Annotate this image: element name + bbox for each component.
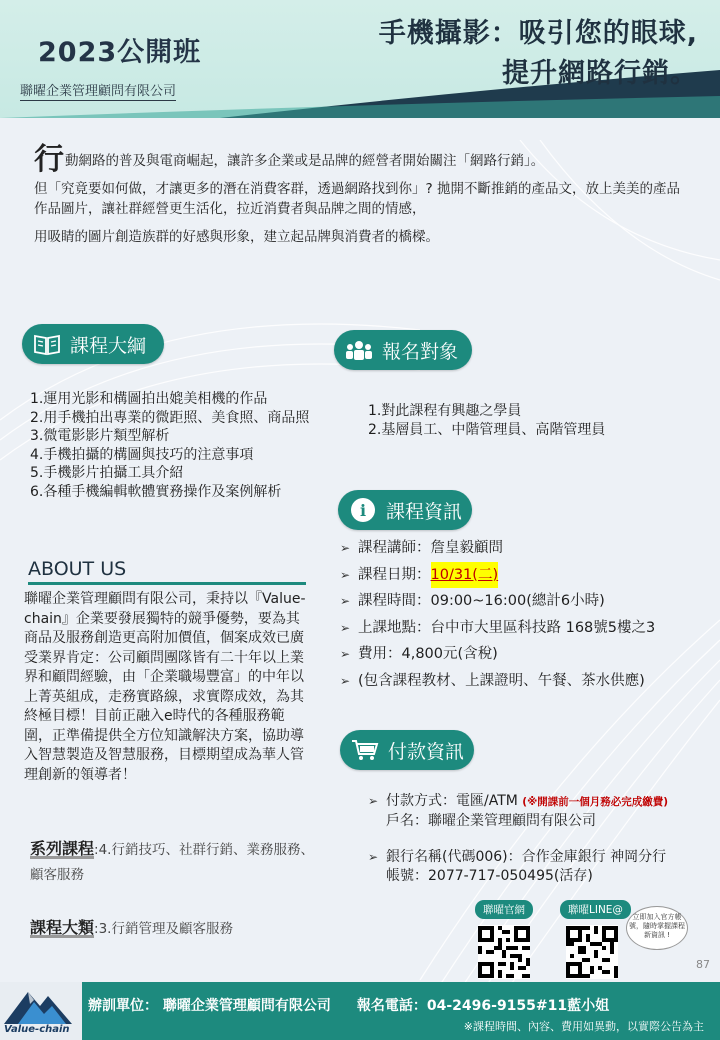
series-label: 系列課程 (30, 839, 95, 858)
line-qr-code[interactable] (566, 925, 618, 979)
intro-para-2: 但「究竟要如何做，才讓更多的潛在消費客群，透過網路找到你」? 拋開不斷推銷的產品文，放上美美的產品作品圖片，讓社群經營更生活化，拉近消費者與品牌之間的情感， (34, 181, 680, 217)
arrow-icon: ➢ (340, 594, 351, 608)
arrow-icon: ➢ (340, 541, 351, 555)
info-row-date (340, 562, 710, 589)
footer-contact (88, 995, 635, 1015)
payment-heading (340, 730, 474, 770)
line-join-bubble: 立即加入官方帳號，隨時掌握課程新資訊 ! (626, 906, 688, 950)
info-row-fee (340, 641, 710, 668)
arrow-icon: ➢ (368, 794, 379, 808)
category-text: :3.行銷管理及顧客服務 (94, 921, 233, 937)
book-icon (32, 329, 62, 359)
series-text: :4.行銷技巧、社群行銷、業務服務、顧客服務 (30, 842, 314, 883)
list-item: 1.對此課程有興趣之學員 (368, 403, 522, 419)
instructor-text: 課程講師：詹皇毅顧問 (358, 540, 503, 556)
series-courses (30, 836, 320, 888)
list-item: 6.各種手機編輯軟體實務操作及案例解析 (30, 483, 282, 500)
arrow-icon: ➢ (340, 620, 351, 635)
outline-heading (22, 324, 164, 364)
phone-text: 報名電話：04-2496-9155#11藍小姐 (356, 998, 610, 1014)
footer-note: ※課程時間、內容、費用如異動，以實際公告為主 (463, 1020, 704, 1033)
bank-row (368, 848, 713, 867)
bank-info (368, 848, 713, 886)
info-icon (348, 495, 378, 525)
cart-icon (350, 735, 380, 765)
company-subtitle: 聯曜企業管理顧問有限公司 (20, 80, 176, 101)
account-number: 帳號：2077-717-050495(活存) (386, 868, 593, 884)
mountain-logo-icon (0, 984, 82, 1026)
arrow-icon: ➢ (368, 850, 379, 864)
list-item: 5.手機影片拍攝工具介紹 (30, 465, 184, 481)
organizer-text: 辦訓單位： 聯曜企業管理顧問有限公司 (88, 998, 331, 1014)
account-name: 戶名：聯曜企業管理顧問有限公司 (386, 813, 596, 829)
time-text: 課程時間：09:00~16:00(總計6小時) (358, 593, 605, 609)
list-item: 4.手機拍攝的構圖與技巧的注意事項 (30, 446, 254, 463)
category-label: 課程大類 (30, 918, 95, 937)
intro-line-1: 動網路的普及與電商崛起，讓許多企業或是品牌的經營者開始關注「網路行銷」。 (65, 153, 545, 169)
payment-method-row (368, 792, 713, 812)
info-row-time (340, 588, 710, 615)
intro-para-3: 用吸睛的圖片創造族群的好感與形象，建立起品牌與消費者的橋樑。 (34, 229, 439, 245)
website-qr-code[interactable] (478, 925, 530, 979)
audience-heading (334, 330, 472, 370)
fee-text: 費用：4,800元(含稅) (358, 646, 498, 662)
audience-list (368, 402, 698, 439)
payment-heading-label: 付款資訊 (388, 740, 465, 763)
payment-method-text: 付款方式：電匯/ATM (386, 793, 518, 809)
list-item: 1.運用光影和構圖拍出媲美相機的作品 (30, 391, 268, 407)
page-title (379, 14, 698, 94)
arrow-icon: ➢ (340, 567, 351, 582)
svg-text:i: i (359, 501, 367, 520)
title-line-1: 手機攝影：吸引您的眼球, (378, 18, 698, 49)
info-row-location (340, 615, 710, 642)
date-value: 10/31(二) (431, 562, 499, 589)
website-qr-label: 聯曜官網 (475, 900, 533, 919)
website-qr-block (472, 898, 536, 983)
intro-text (34, 142, 684, 255)
location-text: 上課地點：台中市大里區科技路 168號5樓之3 (358, 619, 656, 636)
about-body: 聯曜企業管理顧問有限公司，秉持以『Value-chain』企業要發展獨特的競爭優勢，要為其商品及服務創造更高附加價值，個案成效已廣受業界肯定：公司顧問團隊皆有二十年以上業界和顧問經驗，由「企業職場豐富」的中年以上菁英組成，走務實路線，求實際成效，為其終極目標！目前正融入e時代的各種服務範圍，正準備提供全方位知識解決方案，協助導入智慧製造及智慧服務，目標期望成為華人管理創新的領導者！ (24, 591, 306, 783)
course-category (30, 918, 320, 939)
logo-text: Value-chain (4, 1024, 70, 1035)
about-heading: ABOUT US (28, 558, 306, 585)
payment-method (368, 792, 713, 831)
arrow-icon: ➢ (340, 673, 351, 688)
list-item: 2.基層員工、中階管理員、高階管理員 (368, 421, 606, 438)
outline-heading-label: 課程大綱 (70, 334, 147, 357)
audience-heading-label: 報名對象 (382, 340, 459, 363)
info-row-instructor (340, 535, 710, 562)
bank-text: 銀行名稱(代碼006)：合作金庫銀行 神岡分行 (386, 849, 667, 865)
outline-list (30, 390, 320, 501)
title-line-2: 提升網路行銷。 (502, 58, 698, 89)
includes-text: (包含課程教材、上課證明、午餐、茶水供應) (358, 672, 645, 689)
date-label: 課程日期： (358, 566, 431, 583)
course-info-heading (338, 490, 472, 530)
page-number: 87 (696, 958, 710, 971)
payment-deadline-note: (※開課前一個月務必完成繳費) (522, 796, 669, 808)
list-item: 3.微電影影片類型解析 (30, 428, 170, 444)
info-row-includes (340, 668, 710, 695)
year-title: 2023公開班 (38, 37, 202, 68)
line-qr-block (560, 898, 624, 983)
arrow-icon: ➢ (340, 647, 351, 661)
people-icon (344, 335, 374, 365)
course-info-heading-label: 課程資訊 (386, 500, 463, 523)
course-info-list (340, 535, 710, 694)
drop-cap: 行 (34, 142, 64, 177)
list-item: 2.用手機拍出專業的微距照、美食照、商品照 (30, 409, 310, 426)
line-qr-label: 聯曜LINE@ (560, 900, 631, 919)
